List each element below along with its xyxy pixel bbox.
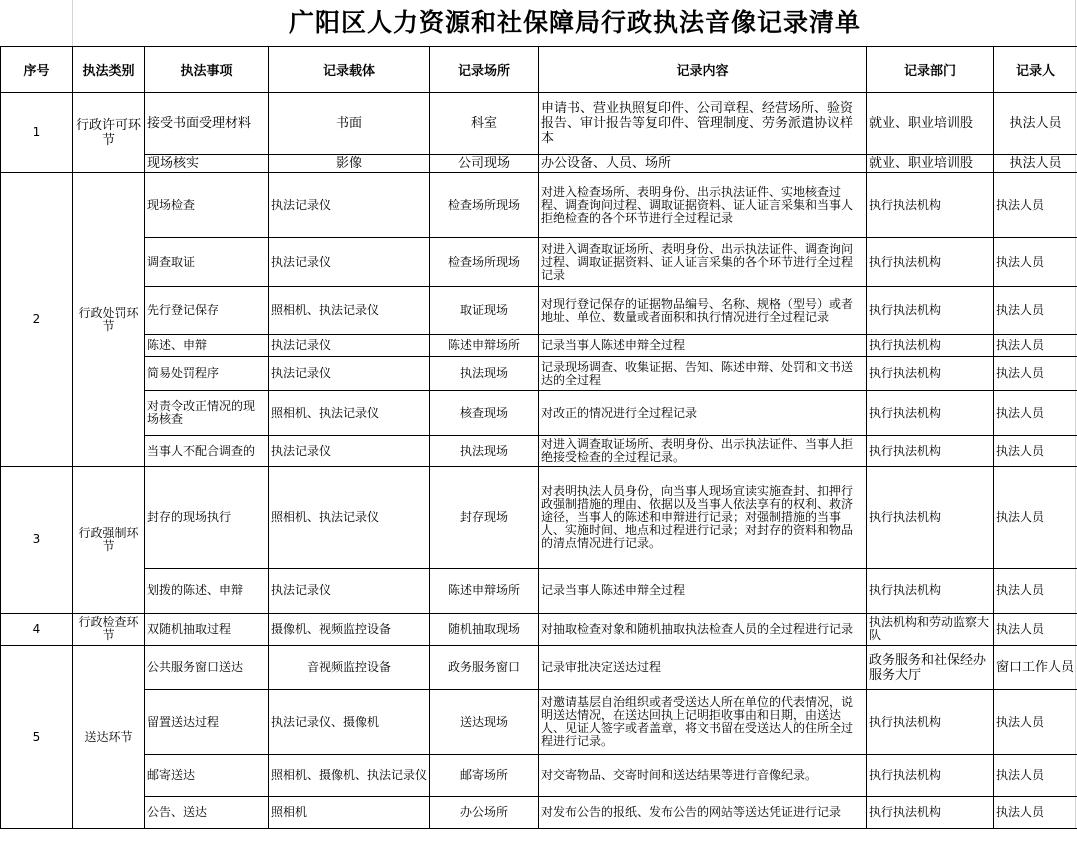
- dept-cell: 执行执法机构: [867, 173, 994, 238]
- category-cell: 行政强制环节: [73, 467, 145, 614]
- place-cell: 检查场所现场: [430, 237, 539, 287]
- dept-cell: 执行执法机构: [867, 287, 994, 334]
- item-cell: 对责令改正情况的现场核查: [145, 391, 269, 435]
- place-cell: 取证现场: [430, 287, 539, 334]
- table-row: [1, 755, 1077, 796]
- recorder-cell: 窗口工作人员: [994, 646, 1077, 690]
- content-cell: 记录当事人陈述申辩全过程: [539, 569, 867, 613]
- item-cell: 现场核实: [145, 155, 269, 173]
- recorder-cell: 执法人员: [994, 287, 1077, 334]
- content-cell: 对改正的情况进行全过程记录: [539, 391, 867, 435]
- header-item: 执法事项: [145, 46, 269, 92]
- dept-cell: 执行执法机构: [867, 334, 994, 356]
- content-cell: 记录当事人陈述申辩全过程: [539, 334, 867, 356]
- content-cell: 记录审批决定送达过程: [539, 646, 867, 690]
- item-cell: 公告、送达: [145, 796, 269, 828]
- carrier-cell: 执法记录仪: [269, 173, 430, 238]
- recorder-cell: 执法人员: [994, 690, 1077, 755]
- table-row: [1, 391, 1077, 435]
- content-cell: 对进入检查场所、表明身份、出示执法证件、实地核查过程、调查询问过程、调取证据资料、证人证言采集和当事人拒绝检查的各个环节进行全过程记录: [539, 173, 867, 238]
- table-row: [1, 796, 1077, 828]
- recorder-cell: 执法人员: [994, 173, 1077, 238]
- recorder-cell: 执法人员: [994, 155, 1077, 173]
- dept-cell: 执行执法机构: [867, 755, 994, 796]
- place-cell: 办公场所: [430, 796, 539, 828]
- place-cell: 邮寄场所: [430, 755, 539, 796]
- recorder-cell: 执法人员: [994, 357, 1077, 391]
- carrier-cell: 照相机、执法记录仪: [269, 467, 430, 569]
- table-row: [1, 173, 1077, 238]
- content-cell: 对进入调查取证场所、表明身份、出示执法证件、调查询问过程、调取证据资料、证人证言采集的各个环节进行全过程记录: [539, 237, 867, 287]
- table-row: [1, 237, 1077, 287]
- carrier-cell: 照相机、执法记录仪: [269, 391, 430, 435]
- carrier-cell: 音视频监控设备: [269, 646, 430, 690]
- item-cell: 现场检查: [145, 173, 269, 238]
- item-cell: 留置送达过程: [145, 690, 269, 755]
- content-cell: 对表明执法人员身份，向当事人现场宣读实施查封、扣押行政强制措施的理由、依据以及当事人依法享有的权利、救济途径，当事人的陈述和申辩进行记录；对强制措施的当事人、实施时间、地点和过程进行记录；对封存的资料和物品的清点情况进行记录。: [539, 467, 867, 569]
- place-cell: 执法现场: [430, 357, 539, 391]
- item-cell: 邮寄送达: [145, 755, 269, 796]
- category-cell: 行政处罚环节: [73, 173, 145, 467]
- place-cell: 随机抽取现场: [430, 613, 539, 645]
- category-cell: 行政许可环节: [73, 93, 145, 173]
- carrier-cell: 摄像机、视频监控设备: [269, 613, 430, 645]
- table-row: [1, 613, 1077, 645]
- table-row: [1, 569, 1077, 613]
- seq-cell: 3: [1, 467, 73, 614]
- carrier-cell: 执法记录仪: [269, 334, 430, 356]
- content-cell: 对现行登记保存的证据物品编号、名称、规格（型号）或者地址、单位、数量或者面积和执行情况进行全过程记录: [539, 287, 867, 334]
- recorder-cell: 执法人员: [994, 755, 1077, 796]
- content-cell: 对邀请基层自治组织或者受送达人所在单位的代表情况，说明送达情况，在送达回执上记明拒收事由和日期，由送达人、见证人签字或者盖章，将文书留在受送达人的住所全过程进行记录。: [539, 690, 867, 755]
- recorder-cell: 执法人员: [994, 435, 1077, 466]
- item-cell: 陈述、申辩: [145, 334, 269, 356]
- sheet-title: 广阳区人力资源和社保障局行政执法音像记录清单: [73, 0, 1077, 46]
- category-cell: 送达环节: [73, 646, 145, 829]
- content-cell: 对进入调查取证场所、表明身份、出示执法证件、当事人拒绝接受检查的全过程记录。: [539, 435, 867, 466]
- dept-cell: 执行执法机构: [867, 690, 994, 755]
- header-row: [1, 46, 1077, 92]
- recorder-cell: 执法人员: [994, 391, 1077, 435]
- content-cell: 对抽取检查对象和随机抽取执法检查人员的全过程进行记录: [539, 613, 867, 645]
- header-seq: 序号: [1, 46, 73, 92]
- item-cell: 先行登记保存: [145, 287, 269, 334]
- table-row: [1, 93, 1077, 155]
- dept-cell: 执行执法机构: [867, 796, 994, 828]
- carrier-cell: 执法记录仪: [269, 237, 430, 287]
- header-carrier: 记录载体: [269, 46, 430, 92]
- item-cell: 简易处罚程序: [145, 357, 269, 391]
- place-cell: 政务服务窗口: [430, 646, 539, 690]
- recorder-cell: 执法人员: [994, 93, 1077, 155]
- carrier-cell: 照相机、摄像机、执法记录仪: [269, 755, 430, 796]
- seq-cell: 1: [1, 93, 73, 173]
- dept-cell: 执行执法机构: [867, 569, 994, 613]
- recorder-cell: 执法人员: [994, 569, 1077, 613]
- table-row: [1, 357, 1077, 391]
- header-place: 记录场所: [430, 46, 539, 92]
- carrier-cell: 照相机: [269, 796, 430, 828]
- recorder-cell: 执法人员: [994, 237, 1077, 287]
- recorder-cell: 执法人员: [994, 613, 1077, 645]
- place-cell: 检查场所现场: [430, 173, 539, 238]
- seq-cell: 4: [1, 613, 73, 645]
- seq-cell: 2: [1, 173, 73, 467]
- dept-cell: 就业、职业培训股: [867, 93, 994, 155]
- dept-cell: 政务服务和社保经办服务大厅: [867, 646, 994, 690]
- content-cell: 对交寄物品、交寄时间和送达结果等进行音像纪录。: [539, 755, 867, 796]
- carrier-cell: 执法记录仪、摄像机: [269, 690, 430, 755]
- content-cell: 申请书、营业执照复印件、公司章程、经营场所、验资报告、审计报告等复印件、管理制度、劳务派遣协议样本: [539, 93, 867, 155]
- carrier-cell: 照相机、执法记录仪: [269, 287, 430, 334]
- dept-cell: 就业、职业培训股: [867, 155, 994, 173]
- item-cell: 双随机抽取过程: [145, 613, 269, 645]
- place-cell: 陈述申辩场所: [430, 334, 539, 356]
- place-cell: 执法现场: [430, 435, 539, 466]
- carrier-cell: 影像: [269, 155, 430, 173]
- item-cell: 划拨的陈述、申辩: [145, 569, 269, 613]
- header-category: 执法类别: [73, 46, 145, 92]
- table-row: [1, 287, 1077, 334]
- dept-cell: 执行执法机构: [867, 237, 994, 287]
- dept-cell: 执行执法机构: [867, 357, 994, 391]
- table-row: [1, 690, 1077, 755]
- header-content: 记录内容: [539, 46, 867, 92]
- carrier-cell: 执法记录仪: [269, 569, 430, 613]
- place-cell: 科室: [430, 93, 539, 155]
- content-cell: 记录现场调查、收集证据、告知、陈述申辩、处罚和文书送达的全过程: [539, 357, 867, 391]
- content-cell: 对发布公告的报纸、发布公告的网站等送达凭证进行记录: [539, 796, 867, 828]
- table-row: [1, 435, 1077, 466]
- dept-cell: 执行执法机构: [867, 391, 994, 435]
- dept-cell: 执行执法机构: [867, 435, 994, 466]
- place-cell: 公司现场: [430, 155, 539, 173]
- recorder-cell: 执法人员: [994, 334, 1077, 356]
- carrier-cell: 执法记录仪: [269, 357, 430, 391]
- table-row: [1, 155, 1077, 173]
- content-cell: 办公设备、人员、场所: [539, 155, 867, 173]
- carrier-cell: 执法记录仪: [269, 435, 430, 466]
- place-cell: 送达现场: [430, 690, 539, 755]
- title-row: [1, 0, 1077, 46]
- header-recorder: 记录人: [994, 46, 1077, 92]
- item-cell: 接受书面受理材料: [145, 93, 269, 155]
- table-row: [1, 334, 1077, 356]
- header-dept: 记录部门: [867, 46, 994, 92]
- place-cell: 封存现场: [430, 467, 539, 569]
- carrier-cell: 书面: [269, 93, 430, 155]
- item-cell: 封存的现场执行: [145, 467, 269, 569]
- place-cell: 核查现场: [430, 391, 539, 435]
- table-row: [1, 467, 1077, 569]
- category-cell: 行政检查环节: [73, 613, 145, 645]
- recorder-cell: 执法人员: [994, 467, 1077, 569]
- title-corner-cell: [1, 0, 73, 46]
- dept-cell: 执行执法机构: [867, 467, 994, 569]
- recorder-cell: 执法人员: [994, 796, 1077, 828]
- seq-cell: 5: [1, 646, 73, 829]
- item-cell: 调查取证: [145, 237, 269, 287]
- place-cell: 陈述申辩场所: [430, 569, 539, 613]
- item-cell: 当事人不配合调查的: [145, 435, 269, 466]
- dept-cell: 执法机构和劳动监察大队: [867, 613, 994, 645]
- item-cell: 公共服务窗口送达: [145, 646, 269, 690]
- table-row: [1, 646, 1077, 690]
